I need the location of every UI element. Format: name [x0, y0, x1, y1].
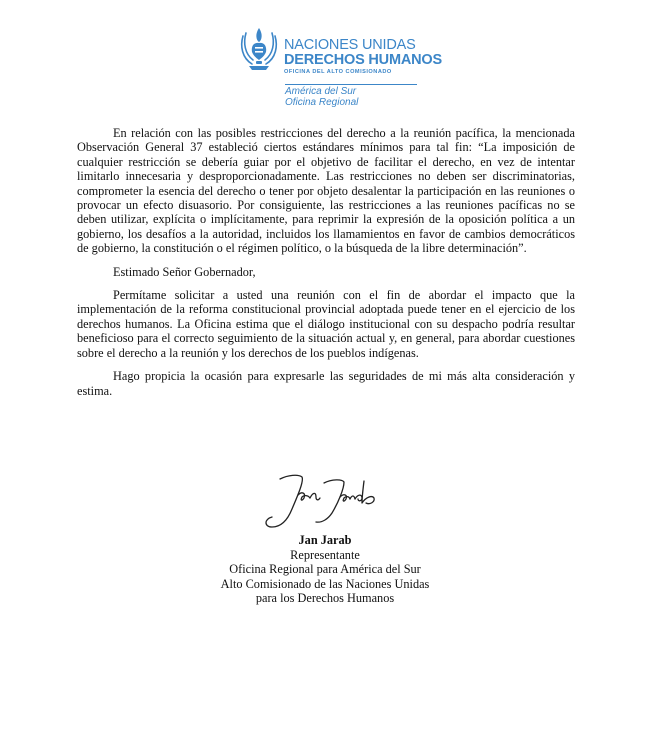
- handwritten-signature: [258, 465, 388, 533]
- letter-body: [77, 126, 575, 407]
- organization-name: [284, 38, 442, 76]
- regional-office: [285, 86, 358, 108]
- signature-block: [200, 533, 450, 606]
- signatory-title: Representante: [290, 547, 360, 562]
- office-line-2: Oficina Regional: [285, 97, 359, 108]
- letterhead: [238, 24, 442, 110]
- org-line-3: OFICINA DEL ALTO COMISIONADO: [284, 69, 392, 75]
- un-human-rights-emblem-icon: [238, 24, 280, 72]
- org-line-2: DERECHOS HUMANOS: [284, 52, 442, 68]
- signatory-name: Jan Jarab: [298, 533, 352, 547]
- paragraph-closing: Hago propicia la ocasión para expresarle las seguridades de mi más alta consideración y estima.: [77, 369, 575, 398]
- signatory-org-line-1: Alto Comisionado de las Naciones Unidas: [220, 576, 430, 591]
- salutation: Estimado Señor Gobernador,: [113, 264, 256, 279]
- paragraph-restrictions: En relación con las posibles restricciones del derecho a la reunión pacífica, la mencionada Observación General 37 estableció ciertos estándares mínimos para tal fin: “La imposición de cualquier restricción se debería guiar por el objetivo de facilitar el derecho, en vez de intentar limitarlo innecesaria y desproporcionadamente. Las restricciones no deben ser discriminatorias, comprometer la esencia del derecho o tener por objeto desalentar la participación en las reuniones o provocar un efecto disuasorio. Por consiguiente, las restricciones a las reuniones pacíficas no se deben utilizar, explícita o implícitamente, para reprimir la expresión de la oposición política a un gobierno, los desafíos a la autoridad, incluidos los llamamientos en favor de cambios democráticos de gobierno, la constitución o el régimen político, o la búsqueda de la libre determinación”.: [77, 126, 575, 256]
- signatory-org-line-2: para los Derechos Humanos: [255, 591, 395, 605]
- letterhead-divider: [285, 84, 417, 85]
- paragraph-meeting-request: Permítame solicitar a usted una reunión con el fin de abordar el impacto que la implementación de la reforma constitucional provincial adoptada puede tener en el ejercicio de los derechos humanos. La Oficina estima que el diálogo institucional con su despacho podría resultar beneficioso para el correcto seguimiento de la situación actual y, en general, para abordar cuestiones sobre el derecho a la reunión y los derechos de los pueblos indígenas.: [77, 288, 575, 360]
- org-line-1: NACIONES UNIDAS: [284, 37, 416, 53]
- office-line-1: América del Sur: [285, 86, 357, 97]
- signatory-office: Oficina Regional para América del Sur: [229, 562, 421, 576]
